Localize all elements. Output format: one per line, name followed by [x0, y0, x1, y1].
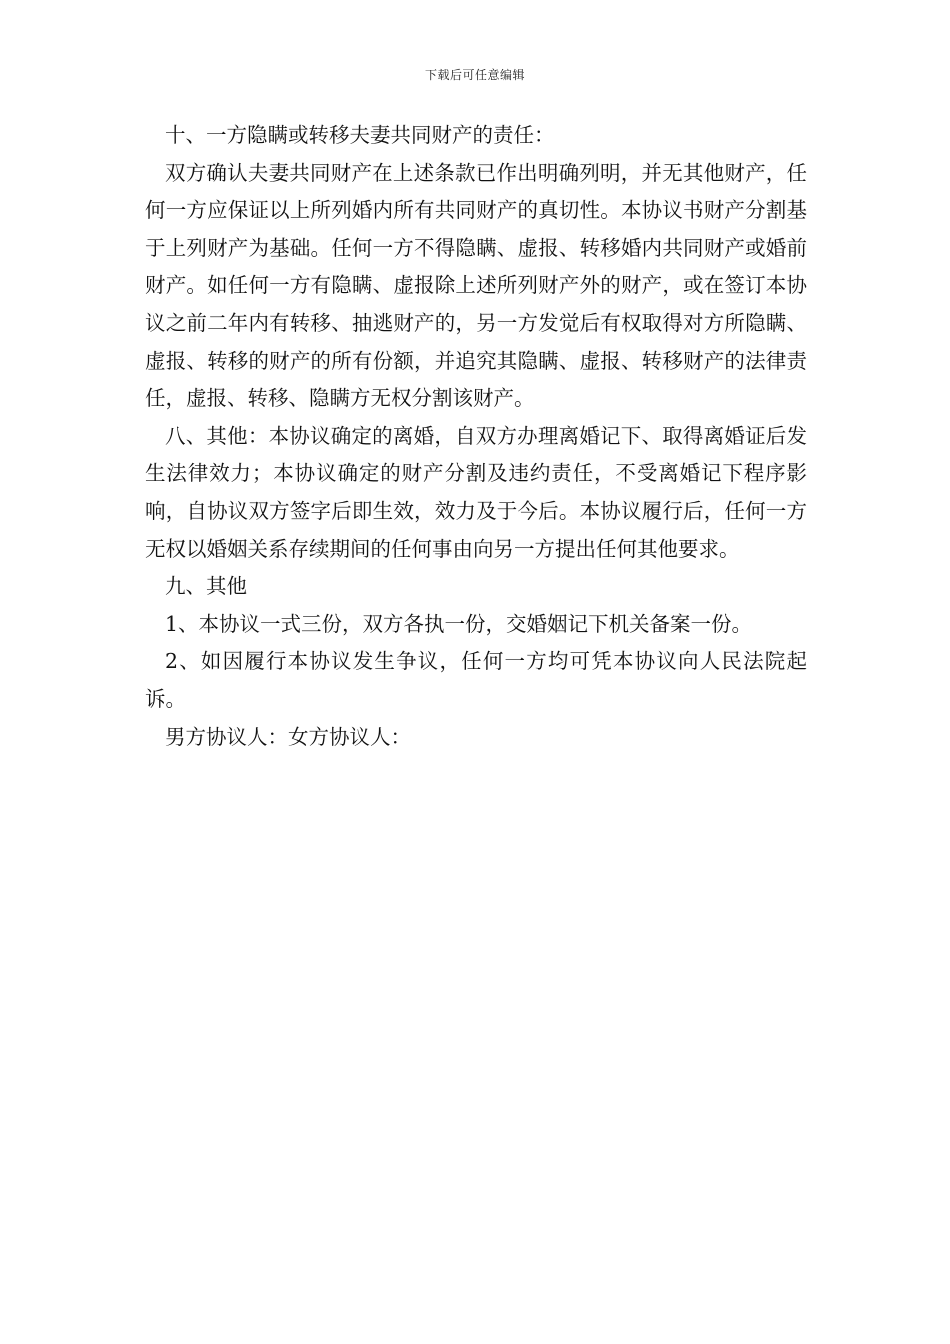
copies-clause: 1、本协议一式三份，双方各执一份，交婚姻记下机关备案一份。 — [165, 611, 753, 636]
document-body — [145, 117, 807, 756]
dispute-clause: 2、如因履行本协议发生争议，任何一方均可凭本协议向人民法院起诉。 — [145, 649, 807, 711]
signature-line: 男方协议人：女方协议人： — [165, 724, 411, 749]
property-confirmation-paragraph: 双方确认夫妻共同财产在上述条款已作出明确列明，并无其他财产，任何一方应保证以上所列婚内所有共同财产的真切性。本协议书财产分割基于上列财产为基础。任何一方不得隐瞒、虚报、转移婚内共同财产或婚前财产。如任何一方有隐瞒、虚报除上述所列财产外的财产，或在签订本协议之前二年内有转移、抽逃财产的，另一方发觉后有权取得对方所隐瞒、虚报、转移的财产的所有份额，并追究其隐瞒、虚报、转移财产的法律责任，虚报、转移、隐瞒方无权分割该财产。 — [145, 160, 807, 411]
page-header-note: 下载后可任意编辑 — [424, 68, 525, 82]
section-eight-other-paragraph: 八、其他：本协议确定的离婚，自双方办理离婚记下、取得离婚证后发生法律效力；本协议确定的财产分割及违约责任，不受离婚记下程序影响，自协议双方签字后即生效，效力及于今后。本协议履行后，任何一方无权以婚姻关系存续期间的任何事由向另一方提出任何其他要求。 — [145, 423, 807, 561]
section-heading-ten: 十、一方隐瞒或转移夫妻共同财产的责任： — [165, 123, 555, 147]
section-heading-nine: 九、其他 — [165, 574, 247, 599]
